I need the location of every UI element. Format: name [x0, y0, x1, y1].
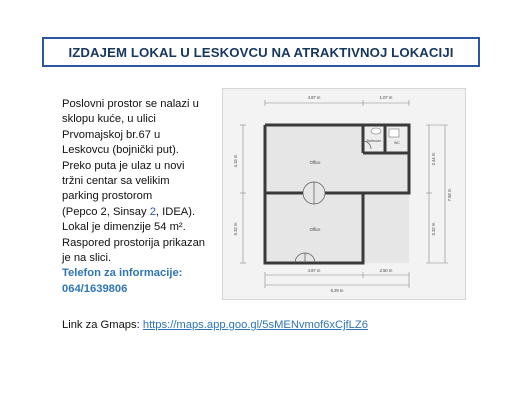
description-line: Preko puta je ulaz u novi [62, 159, 185, 172]
description-line: tržni centar sa velikim [62, 175, 170, 188]
gmaps-line [62, 319, 368, 331]
toilet-icon [389, 129, 399, 137]
description-line: Poslovni prostor se nalazi u [62, 98, 199, 110]
dim-label-right-total: 7.58 m [447, 188, 452, 202]
description-line: je na slici. [62, 252, 112, 265]
title-banner [42, 37, 480, 67]
gmaps-link[interactable]: https://maps.app.goo.gl/5sMENvmof6xCjfLZ6 [142, 319, 368, 331]
gmaps-label: Link za Gmaps: [62, 319, 143, 331]
description-line: Prvomajskoj br.67 u [62, 128, 161, 141]
page-title: IZDAJEM LOKAL U LESKOVCU NA ATRAKTIVNOJ LOKACIJI [68, 44, 454, 60]
room-label-office-bottom: Office [309, 227, 321, 232]
description-line-area: Lokal je dimenzije 54 m². [62, 221, 186, 234]
phone-number[interactable]: 064/1639806 [62, 282, 128, 295]
room-label-wc: WC [394, 141, 400, 145]
dim-label-bottom-right: 2.50 m [379, 268, 393, 273]
dim-label-left-top: 4.15 m [233, 154, 238, 168]
phone-label: Telefon za informacije: [62, 267, 183, 280]
room-label-office-top: Office [309, 160, 321, 165]
description-block [62, 97, 222, 297]
stores-text-c: , IDEA). [155, 205, 196, 218]
dim-label-right-top: 2.44 m [431, 152, 436, 166]
dim-label-bottom-total: 6.29 m [330, 288, 344, 293]
dim-label-right-mid: 5.32 m [431, 222, 436, 236]
description-line: parking prostorom [62, 190, 153, 203]
room-label-bathroom: Bathroom [366, 139, 382, 143]
dim-label-top-left: 4.87 m [307, 95, 321, 100]
dim-label-bottom-left: 4.87 m [307, 268, 321, 273]
dim-label-left-bottom: 5.32 m [233, 222, 238, 236]
description-line: Leskovcu (bojnički put). [62, 144, 179, 157]
stores-text-b: 2 [149, 205, 156, 218]
floor-plan-drawing [223, 89, 465, 299]
description-line: sklopu kuće, u ulici [62, 113, 156, 126]
description-line-stores [62, 205, 222, 220]
description-line: Raspored prostorija prikazan [62, 236, 206, 249]
stores-text-a: (Pepco 2, Sinsay [62, 205, 150, 218]
floor-plan-image [222, 88, 466, 300]
dim-label-top-right: 1.07 m [379, 95, 393, 100]
sink-icon [371, 128, 381, 134]
